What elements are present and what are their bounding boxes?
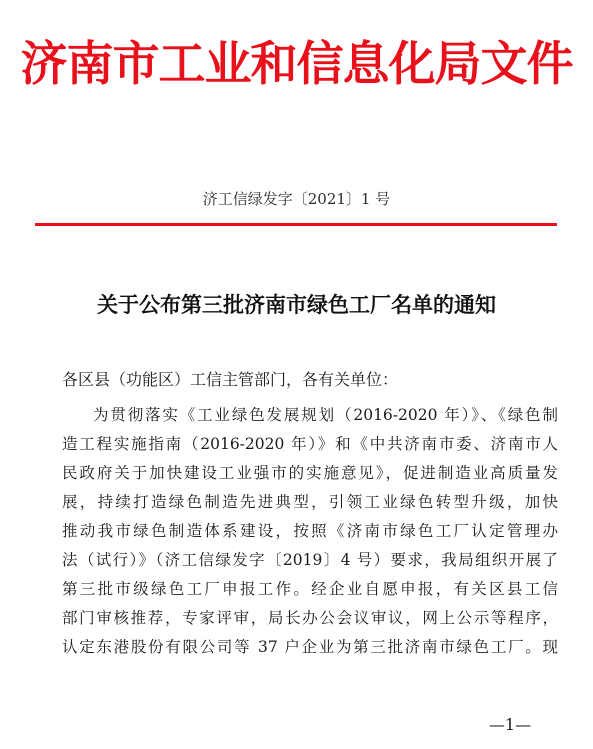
- notice-salutation: 各区县（功能区）工信主管部门，各有关单位：: [62, 370, 399, 389]
- body-line-9: 认定东港股份有限公司等 37 户企业为第三批济南市绿色工厂。现: [62, 638, 558, 656]
- body-line-6: 法（试行）》（济工信绿发字〔2019〕4 号）要求，我局组织开展了: [62, 551, 558, 569]
- red-separator-line: [35, 223, 557, 226]
- body-line-8: 部门审核推荐，专家评审，局长办公会议审议，网上公示等程序，: [62, 609, 558, 627]
- page-number: —1—: [488, 715, 532, 734]
- document-masthead: 济南市工业和信息化局文件: [20, 37, 573, 92]
- notice-body: [62, 401, 558, 662]
- body-line-2: 造工程实施指南（2016-2020 年）》和《中共济南市委、济南市人: [62, 435, 558, 453]
- body-line-7: 第三批市级绿色工厂申报工作。经企业自愿申报，有关区县工信: [62, 580, 558, 598]
- body-line-3: 民政府关于加快建设工业强市的实施意见》，促进制造业高质量发: [62, 464, 558, 482]
- body-line-5: 推动我市绿色制造体系建设，按照《济南市绿色工厂认定管理办: [62, 522, 558, 540]
- notice-title: 关于公布第三批济南市绿色工厂名单的通知: [97, 293, 496, 317]
- body-line-1: 为贯彻落实《工业绿色发展规划（2016-2020 年）》、《绿色制: [93, 406, 558, 424]
- body-line-4: 展，持续打造绿色制造先进典型，引领工业绿色转型升级，加快: [62, 493, 558, 511]
- document-number: 济工信绿发字〔2021〕1 号: [202, 190, 391, 208]
